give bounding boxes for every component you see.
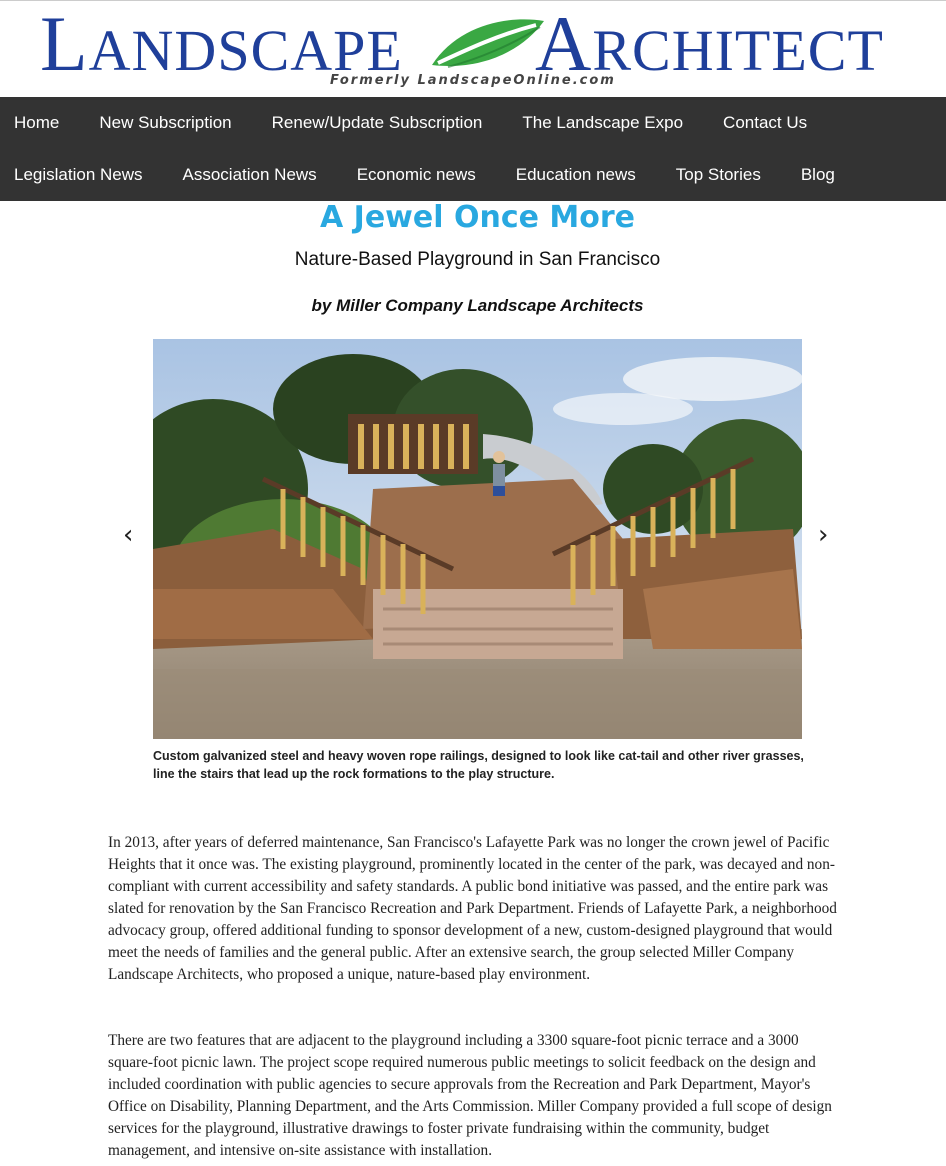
slider-next-button[interactable]: › xyxy=(818,520,829,550)
nav-home[interactable]: Home xyxy=(14,113,60,132)
nav-contact-us[interactable]: Contact Us xyxy=(723,113,808,132)
site-logo[interactable] xyxy=(40,0,920,95)
article-title: A Jewel Once More xyxy=(320,200,635,235)
leaf-icon xyxy=(428,15,546,73)
nav-association-news[interactable]: Association News xyxy=(182,165,317,184)
playground-photo xyxy=(153,339,802,739)
slider-prev-button[interactable]: ‹ xyxy=(123,520,134,550)
article-byline: by Miller Company Landscape Architects xyxy=(311,296,644,315)
article-subtitle: Nature-Based Playground in San Francisco xyxy=(294,249,661,270)
nav-landscape-expo[interactable]: The Landscape Expo xyxy=(522,113,684,132)
logo-tagline: Formerly LandscapeOnline.com xyxy=(330,73,616,88)
slider-image[interactable] xyxy=(153,339,802,739)
logo-word-landscape: LANDSCAPE xyxy=(40,0,403,87)
nav-blog[interactable]: Blog xyxy=(800,165,835,184)
article-paragraph: In 2013, after years of deferred maintenance, San Francisco's Lafayette Park was no longer the crown jewel of Pacific Heights that it once was. The existing playground, prominently located in the center of the park, was decayed and non-compliant with current accessibility and safety standards. A public bond initiative was passed, and the entire park was slated for renovation by the San Francisco Recreation and Park Department. Friends of Lafayette Park, a neighborhood advocacy group, offered additional funding to sponsor development of a new, custom-designed playground that would meet the needs of families and the general public. After an extensive search, the group selected Miller Company Landscape Architects, who proposed a unique, nature-based play environment. xyxy=(108,834,837,983)
nav-top-stories[interactable]: Top Stories xyxy=(675,165,761,184)
nav-new-subscription[interactable]: New Subscription xyxy=(99,113,232,132)
nav-row-2 xyxy=(0,149,861,201)
nav-legislation-news[interactable]: Legislation News xyxy=(14,165,143,184)
site-header xyxy=(0,0,946,97)
image-caption: Custom galvanized steel and heavy woven rope railings, designed to look like cat-tail and other river grasses, line the stairs that lead up the rock formations to the play structure. xyxy=(153,749,804,781)
logo-word-architect: ARCHITECT xyxy=(535,0,884,87)
nav-education-news[interactable]: Education news xyxy=(515,165,636,184)
nav-renew-update-subscription[interactable]: Renew/Update Subscription xyxy=(271,113,483,132)
article-paragraph: There are two features that are adjacent to the playground including a 3300 square-foot picnic terrace and a 3000 square-foot picnic lawn. The project scope required numerous public meetings to solicit feedback on the design and included coordination with public agencies to secure approvals from the Recreation and Park Department, Mayor's Office on Disability, Planning Department, and the Arts Commission. Miller Company provided a full scope of design services for the playground, illustrative drawings to foster private fundraising within the community, budget management, and intensive on-site assistance with installation. xyxy=(108,1032,832,1159)
main-navigation xyxy=(0,97,946,201)
nav-row-1 xyxy=(0,97,833,149)
nav-economic-news[interactable]: Economic news xyxy=(356,165,476,184)
